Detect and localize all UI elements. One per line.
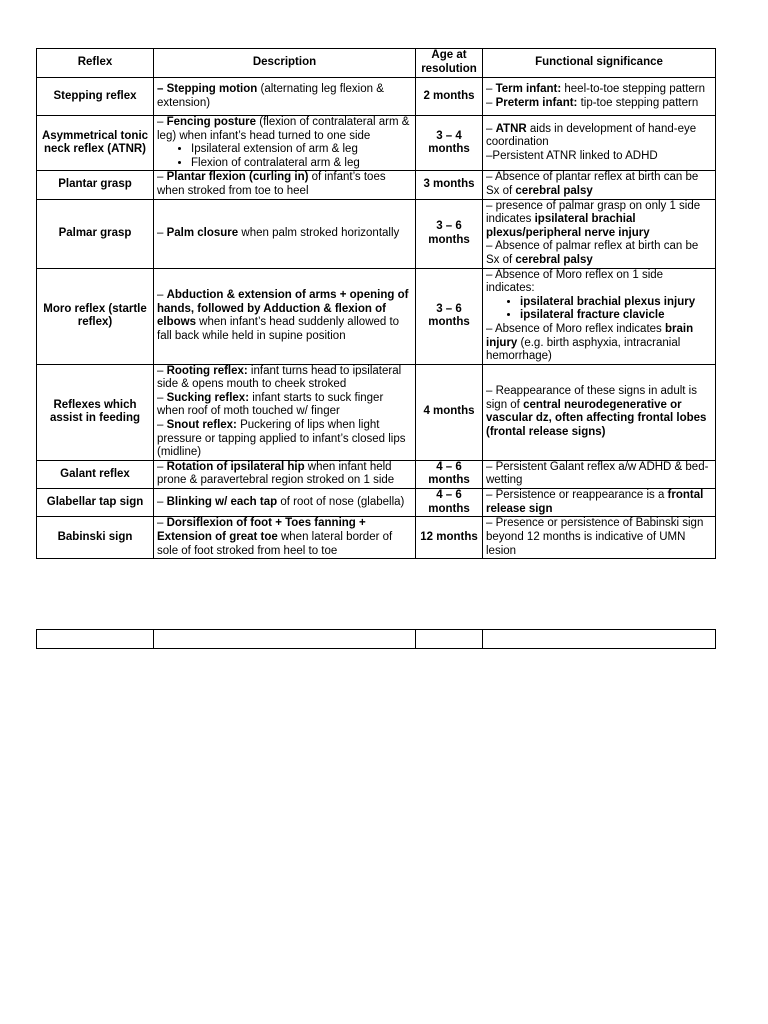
significance-text: – [486, 96, 496, 109]
table-row [37, 78, 716, 116]
description-text: of infant’s toes when stroked from toe to heel [157, 171, 386, 197]
empty-cell [416, 630, 483, 649]
description-cell [154, 364, 416, 460]
description-list [157, 143, 412, 170]
significance-text: cerebral palsy [515, 184, 593, 197]
significance-cell [483, 116, 716, 171]
description-text: Abduction & extension of arms + opening of hands, followed by Adduction & flexion of elbows [157, 288, 409, 329]
significance-text: – presence of palmar grasp on only 1 side indicates [486, 199, 701, 226]
description-text: Sucking reflex: [166, 391, 250, 404]
description-text: – [157, 116, 167, 128]
significance-text: – Absence of plantar reflex at birth can be Sx of [486, 171, 699, 197]
description-text: – [157, 517, 167, 530]
description-cell [154, 489, 416, 517]
header-reflex: Reflex [37, 49, 154, 78]
reflex-name-cell: Babinski sign [37, 517, 154, 559]
table-row [37, 364, 716, 460]
description-text: – [157, 391, 167, 404]
significance-text: heel-to-toe stepping pattern [561, 82, 706, 95]
description-text: Plantar flexion (curling in) [166, 171, 309, 184]
significance-cell [483, 460, 716, 488]
significance-cell [483, 489, 716, 517]
age-cell: 3 – 4 months [416, 116, 483, 171]
significance-text: –Persistent ATNR linked to ADHD [486, 149, 658, 162]
description-cell [154, 517, 416, 559]
description-text: – [157, 288, 167, 301]
empty-cell [483, 630, 716, 649]
empty-cell [37, 630, 154, 649]
header-row [37, 49, 716, 78]
significance-list-item: • ipsilateral fracture clavicle [520, 309, 712, 323]
significance-cell [483, 171, 716, 199]
significance-cell [483, 78, 716, 116]
description-cell [154, 171, 416, 199]
description-text: – Stepping motion [157, 82, 258, 95]
reflex-name-cell: Reflexes which assist in feeding [37, 364, 154, 460]
significance-cell [483, 199, 716, 268]
reflex-name-cell: Moro reflex (startle reflex) [37, 268, 154, 364]
age-cell: 3 months [416, 171, 483, 199]
significance-text: central neurodegenerative or vascular dz, often affecting frontal lobes (frontal release signs) [486, 398, 707, 438]
description-text: when infant held prone & paravertebral region stroked on 1 side [157, 460, 395, 487]
reflex-name-cell: Asymmetrical tonic neck reflex (ATNR) [37, 116, 154, 171]
description-text: – [157, 495, 167, 508]
significance-text: ipsilateral brachial plexus/peripheral nerve injury [486, 213, 650, 239]
significance-cell [483, 268, 716, 364]
description-list-item: • Ipsilateral extension of arm & leg [191, 143, 412, 157]
reflex-table [36, 48, 716, 559]
significance-text: frontal release sign [486, 489, 704, 515]
significance-text: aids in development of hand-eye coordination [486, 122, 697, 149]
description-cell [154, 78, 416, 116]
description-text: Blinking w/ each tap [166, 495, 278, 508]
age-cell: 3 – 6 months [416, 268, 483, 364]
description-text: when lateral border of sole of foot stroked from heel to toe [157, 530, 393, 557]
description-text: Snout reflex: [166, 419, 237, 432]
table-row [37, 171, 716, 199]
table-row [37, 199, 716, 268]
significance-text: – Persistence or reappearance is a [486, 489, 668, 502]
description-text: – [157, 364, 167, 377]
description-text: Rooting reflex: [166, 364, 248, 377]
significance-cell [483, 364, 716, 460]
significance-list [486, 296, 712, 323]
description-text: when palm stroked horizontally [238, 226, 400, 239]
description-cell [154, 460, 416, 488]
description-cell [154, 116, 416, 171]
description-text: infant starts to suck finger when roof of moth touched w/ finger [157, 391, 384, 418]
description-text: Palm closure [166, 226, 239, 239]
significance-text: – Reappearance of these signs in adult is sign of [486, 385, 697, 411]
significance-text: – Presence or persistence of Babinski sign beyond 12 months is indicative of UMN lesion [486, 517, 704, 557]
header-age: Age at resolution [416, 49, 483, 78]
significance-text: – Absence of Moro reflex on 1 side indicates: [486, 268, 664, 295]
significance-cell [483, 517, 716, 559]
age-cell: 2 months [416, 78, 483, 116]
significance-text: – Persistent Galant reflex a/w ADHD & bed-wetting [486, 460, 709, 487]
significance-text: – [486, 82, 496, 95]
table-body [37, 78, 716, 559]
significance-text: – [486, 122, 496, 135]
significance-text: Preterm infant: [495, 96, 578, 109]
reflex-name-cell: Stepping reflex [37, 78, 154, 116]
reflex-name-cell: Palmar grasp [37, 199, 154, 268]
age-cell: 3 – 6 months [416, 199, 483, 268]
significance-text: – Absence of palmar reflex at birth can be Sx of [486, 240, 699, 266]
header-description: Description [154, 49, 416, 78]
age-cell: 4 – 6 months [416, 460, 483, 488]
table-row [37, 268, 716, 364]
significance-text: – Absence of Moro reflex indicates [486, 322, 665, 335]
reflex-name-cell: Galant reflex [37, 460, 154, 488]
significance-text: (e.g. birth asphyxia, intracranial hemorrhage) [486, 336, 681, 363]
description-text: of root of nose (glabella) [277, 495, 405, 508]
significance-text: ATNR [495, 122, 527, 135]
significance-text: tip-toe stepping pattern [577, 96, 699, 109]
table-row [37, 460, 716, 488]
description-text: (flexion of contralateral arm & leg) when infant’s head turned to one side [157, 116, 410, 142]
description-text: Rotation of ipsilateral hip [166, 460, 305, 473]
description-text: – [157, 419, 167, 432]
description-text: – [157, 171, 167, 184]
description-text: infant turns head to ipsilateral side & opens mouth to cheek stroked [157, 364, 402, 391]
reflex-name-cell: Glabellar tap sign [37, 489, 154, 517]
description-cell [154, 199, 416, 268]
age-cell: 4 months [416, 364, 483, 460]
empty-cell [154, 630, 416, 649]
description-text: – [157, 460, 167, 473]
significance-text: cerebral palsy [515, 253, 593, 266]
description-text: Puckering of lips when light pressure or tapping applied to infant’s closed lips (midline) [157, 419, 406, 459]
table-row [37, 489, 716, 517]
description-text: Fencing posture [166, 116, 257, 128]
significance-text: Term infant: [495, 82, 562, 95]
age-cell: 12 months [416, 517, 483, 559]
description-text: Dorsiflexion of foot + Toes fanning + Extension of great toe [157, 517, 366, 543]
description-list-item: • Flexion of contralateral arm & leg [191, 157, 412, 171]
description-text: when infant’s head suddenly allowed to fall back while held in supine position [157, 316, 400, 342]
empty-row [37, 630, 716, 649]
table-row [37, 116, 716, 171]
table-row [37, 517, 716, 559]
description-text: – [157, 226, 167, 239]
reflex-name-cell: Plantar grasp [37, 171, 154, 199]
empty-table [36, 629, 716, 649]
significance-text: brain injury [486, 322, 694, 349]
header-significance: Functional significance [483, 49, 716, 78]
significance-list-item: • ipsilateral brachial plexus injury [520, 296, 712, 310]
description-text: (alternating leg flexion & extension) [157, 82, 384, 109]
description-cell [154, 268, 416, 364]
age-cell: 4 – 6 months [416, 489, 483, 517]
